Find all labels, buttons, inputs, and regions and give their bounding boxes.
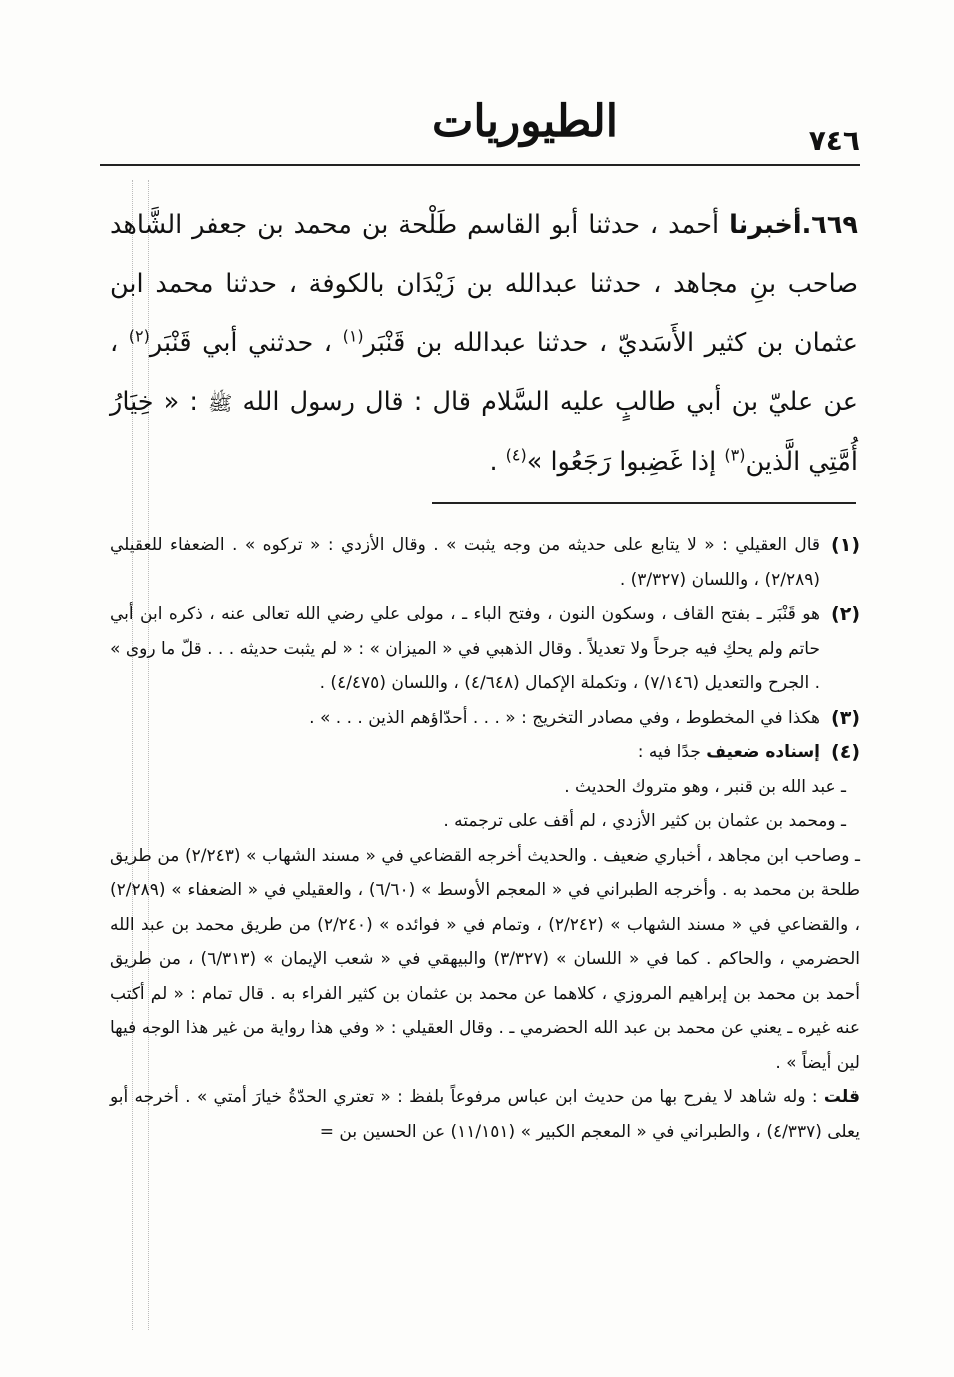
footnote-2 xyxy=(110,597,860,701)
hadith-text xyxy=(110,196,858,492)
footnote-text: قال العقيلي : « لا يتابع على حديثه من وجه يثبت » . وقال الأزدي : « تركوه » . الضعفاء للعقيلي (٢/٢٨٩) ، واللسان (٣/٣٢٧) . xyxy=(110,535,820,590)
hadith-end: . xyxy=(489,447,506,477)
hadith-chain: أحمد ، حدثنا أبو القاسم طَلْحة بن محمد بن جعفر الشَّاهد صاحب بنِ مجاهد ، حدثنا عبدالله بن زَيْدَان بالكوفة ، حدثنا محمد ابن عثمان بن كثير الأَسَديّ ، حدثنا عبدالله بن قَنْبَر xyxy=(110,210,858,358)
footnote-text: هكذا في المخطوط ، وفي مصادر التخريج : « . . . أحدّاؤهم الذين . . . » . xyxy=(309,707,820,728)
hadith-matn: : « خِيَارُ أُمَّتِي الَّذين xyxy=(110,387,858,477)
footnote-3 xyxy=(110,701,860,736)
footnote-4-line-1: ـ عبد الله بن قنبر ، وهو متروك الحديث . xyxy=(564,776,846,797)
hadith-chain: ، حدثني أبي قَنْبَر xyxy=(149,328,343,358)
qultu-label: قلت xyxy=(823,1087,860,1107)
footnote-4-paragraph: ـ وصاحب ابن مجاهد ، أخباري ضعيف . والحديث أخرجه القضاعي في « مسند الشهاب » (٢/٢٤٣) من طريق طلحة بن محمد به . وأخرجه الطبراني في « المعجم الأوسط » (٦/٦٠) ، والعقيلي في « الضعفاء » (٢/٢٨٩) ، والقضاعي في « مسند الشهاب » (٢/٢٤٢) ، وتمام في « فوائده » (٢/٢٤٠) من طريق محمد بن عبد الله الحضرمي ، والحاكم . كما في « اللسان » (٣/٣٢٧) والبيهقي في « شعب الإيمان » (٦/٣١٣) ، من طريق أحمد بن محمد بن إبراهيم المروزي ، كلاهما عن محمد بن عثمان بن كثير الفراء به . قال تمام : « لم أكتب عنه غيره ـ يعني عن محمد بن عبد الله الحضرمي ـ . وقال العقيلي : « وفي هذا رواية من غير هذا الوجه فيها لين أيضاً » . xyxy=(110,845,861,1073)
footnote-number: (٢) xyxy=(831,603,860,625)
footnote-ref-3: (٣) xyxy=(724,445,746,465)
page-header xyxy=(100,96,860,166)
footnote-ref-4: (٤) xyxy=(505,445,527,465)
hadith-matn: إذا غَضِبوا رَجَعُوا » xyxy=(526,447,725,477)
hadith-number: ٦٦٩. xyxy=(801,210,858,240)
salla-symbol: ﷺ xyxy=(208,391,233,415)
footnote-text: هو قَنْبَر ـ بفتح القاف ، وسكون النون ، وفتح الباء ـ ، مولى علي رضي الله تعالى عنه ، ذكره ابن أبي حاتم ولم يحكِ فيه جرحاً ولا تعديلاً . وقال الذهبي في « الميزان » : « لم يثبت حديثه . . . قلّ ما روى » . الجرح والتعديل (٧/١٤٦) ، وتكملة الإكمال (٤/٦٤٨) ، واللسان (٤/٤٧٥) . xyxy=(110,604,820,693)
page-number: ٧٤٦ xyxy=(808,124,860,157)
footnote-4-qultu xyxy=(110,1080,860,1149)
footnote-text: جدًا فيه : xyxy=(637,742,707,762)
isnad-grade: إسناده ضعيف xyxy=(706,742,820,762)
footnote-text xyxy=(110,735,820,770)
footnote-number: (١) xyxy=(831,534,860,556)
qultu-text: : وله شاهد لا يفرح بها من حديث ابن عباس مرفوعاً بلفظ : « تعتري الحدّةُ خيارَ أمتي » . أخرجه أبو يعلى (٤/٣٣٧) ، والطبراني في « المعجم الكبير » (١١/١٥١) عن الحسين بن = xyxy=(110,1087,860,1142)
footnote-ref-2: (٢) xyxy=(128,326,150,346)
footnote-ref-1: (١) xyxy=(342,326,364,346)
footnotes xyxy=(110,528,860,1149)
book-title: الطيوريات xyxy=(431,96,619,147)
footnote-4 xyxy=(110,735,860,770)
footnote-number: (٣) xyxy=(831,706,860,729)
hadith-chain: ، عن عليّ بن أبي طالبٍ عليه السَّلام قال : قال رسول الله xyxy=(110,328,858,417)
footnote-4-line-2: ـ ومحمد بن عثمان بن كثير الأزدي ، لم أقف على ترجمته . xyxy=(443,811,846,831)
header-rule xyxy=(100,164,860,166)
footnote-separator xyxy=(432,502,856,504)
hadith-lead-word: أخبرنا xyxy=(729,210,802,240)
footnote-1 xyxy=(110,528,860,597)
footnote-number: (٤) xyxy=(831,741,860,763)
